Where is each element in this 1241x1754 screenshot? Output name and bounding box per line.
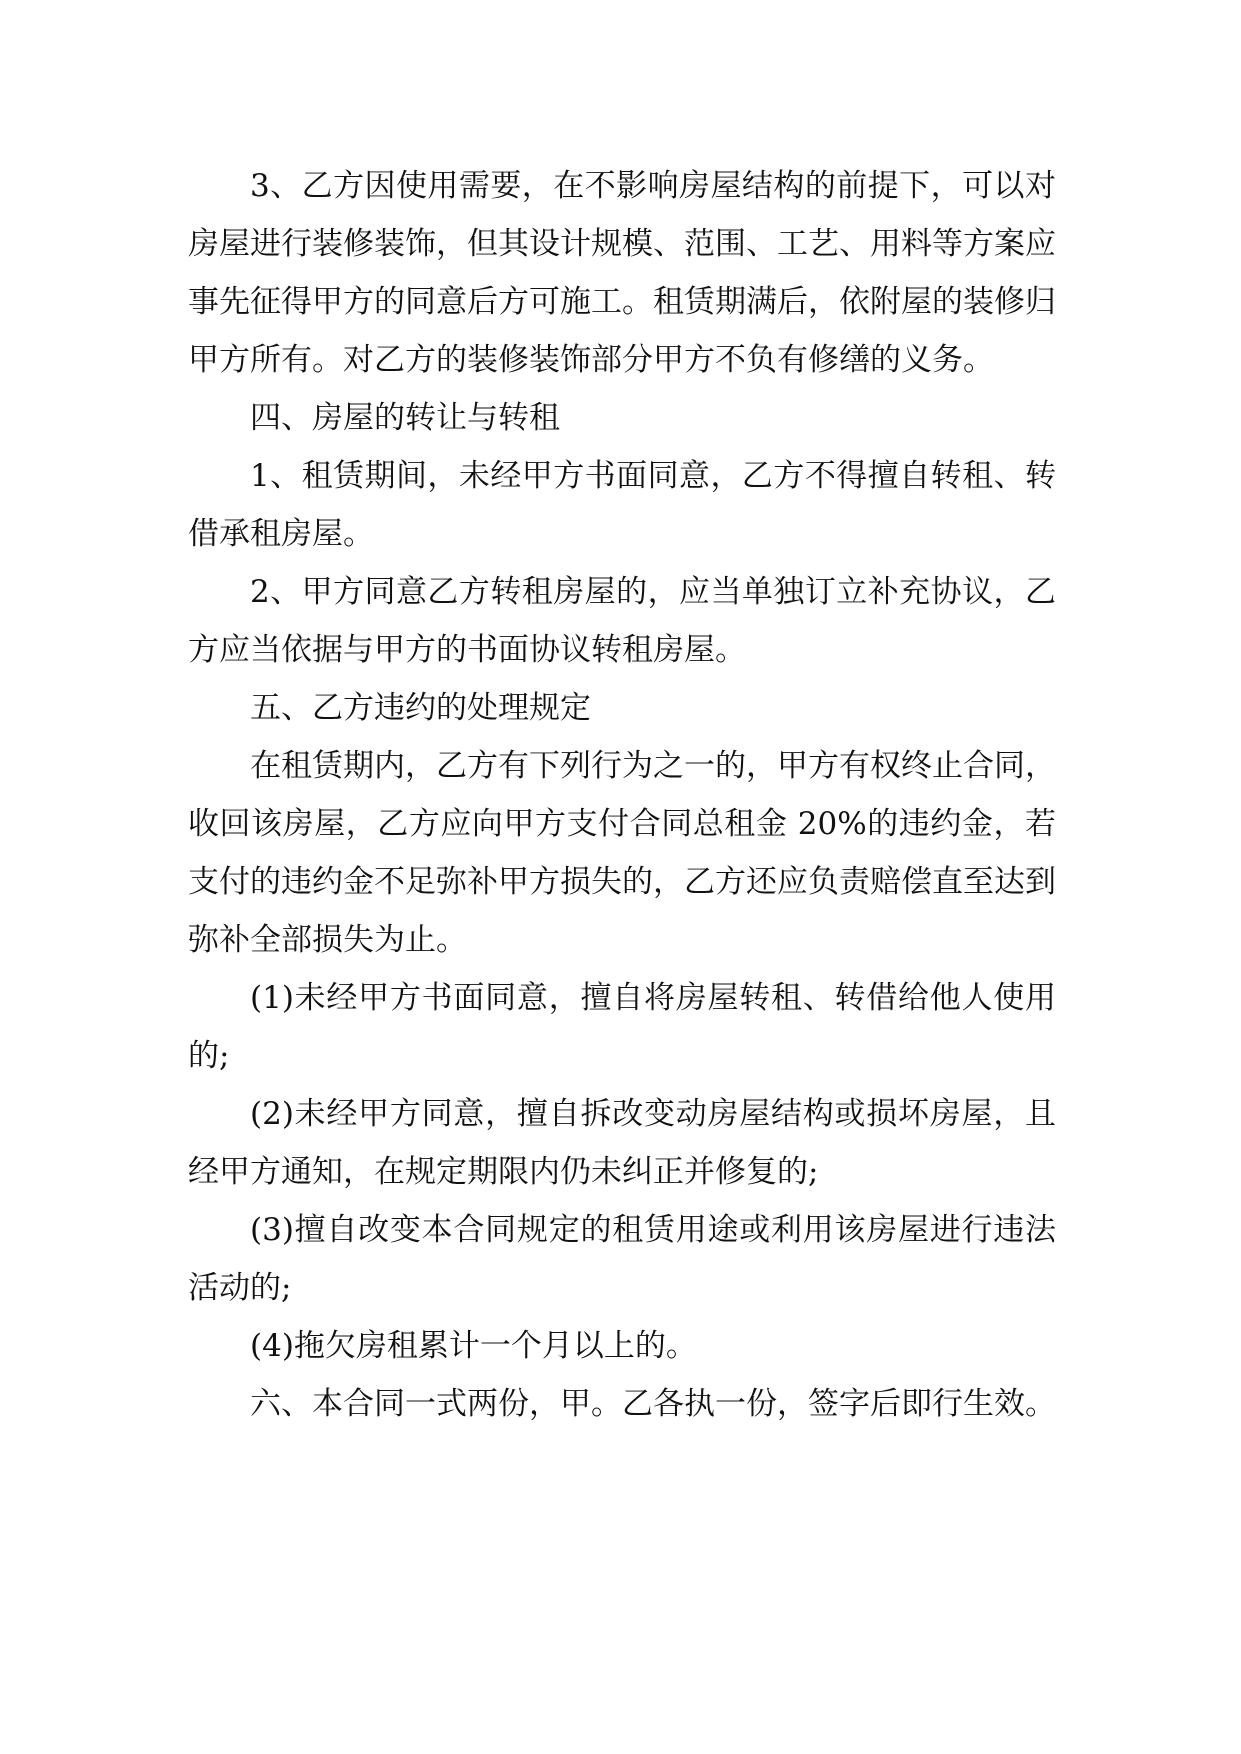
list-item-breach-2: (2)未经甲方同意，擅自拆改变动房屋结构或损坏房屋，且经甲方通知，在规定期限内仍未纠正并修复的; [188, 1096, 1056, 1190]
list-item-breach-4: (4)拖欠房租累计一个月以上的。 [250, 1328, 697, 1364]
document-page [188, 157, 1056, 1433]
paragraph-breach-terms: 在租赁期内，乙方有下列行为之一的，甲方有权终止合同，收回该房屋，乙方应向甲方支付合同总租金 20%的违约金，若支付的违约金不足弥补甲方损失的，乙方还应负责赔偿直至达到弥补全部损失为止。 [188, 748, 1056, 958]
paragraph-sublease-agreement: 2、甲方同意乙方转租房屋的，应当单独订立补充协议，乙方应当依据与甲方的书面协议转租房屋。 [188, 574, 1056, 668]
section-heading-transfer-sublease: 四、房屋的转让与转租 [250, 400, 560, 436]
paragraph-contract-copies: 六、本合同一式两份，甲。乙各执一份，签字后即行生效。 [250, 1386, 1056, 1422]
paragraph-renovation-clause: 3、乙方因使用需要，在不影响房屋结构的前提下，可以对房屋进行装修装饰，但其设计规模、范围、工艺、用料等方案应事先征得甲方的同意后方可施工。租赁期满后，依附屋的装修归甲方所有。对乙方的装修装饰部分甲方不负有修缮的义务。 [188, 168, 1056, 378]
paragraph-sublease-consent: 1、租赁期间，未经甲方书面同意，乙方不得擅自转租、转借承租房屋。 [188, 458, 1056, 552]
section-heading-breach-handling: 五、乙方违约的处理规定 [250, 690, 591, 726]
list-item-breach-1: (1)未经甲方书面同意，擅自将房屋转租、转借给他人使用的; [188, 980, 1056, 1074]
list-item-breach-3: (3)擅自改变本合同规定的租赁用途或利用该房屋进行违法活动的; [188, 1212, 1056, 1306]
